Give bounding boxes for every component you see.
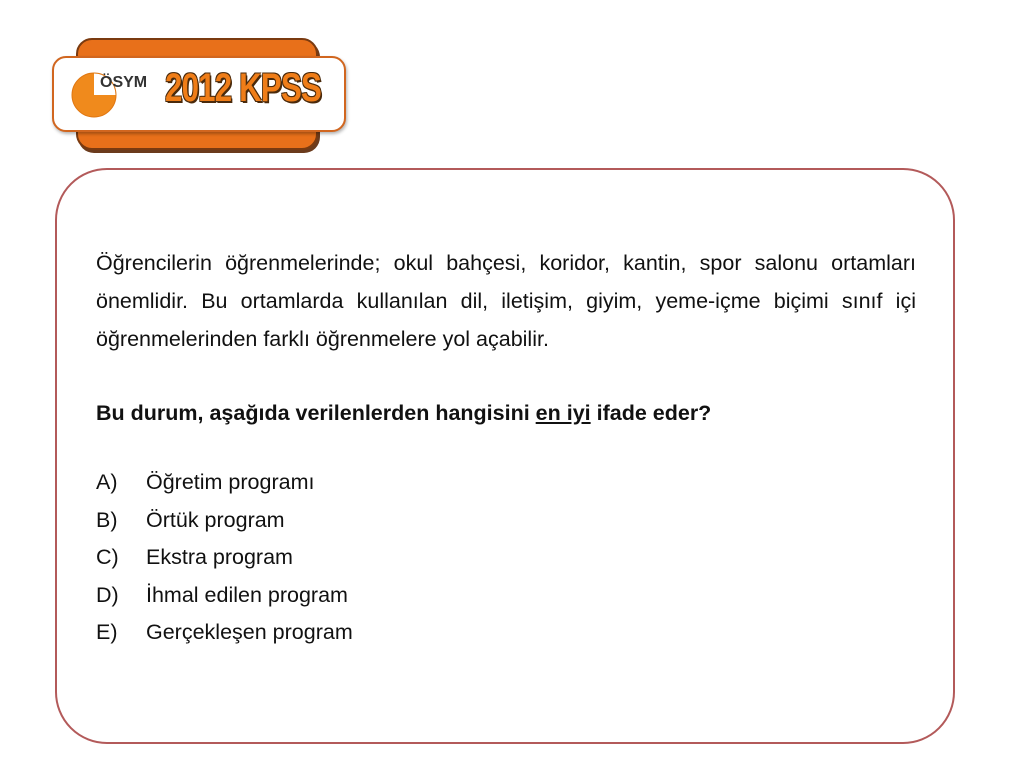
option-letter: C) <box>96 545 119 569</box>
option-b <box>96 508 696 546</box>
question-prompt <box>96 397 916 429</box>
prompt-text-end: ifade eder? <box>590 401 712 425</box>
option-text: İhmal edilen program <box>146 582 348 607</box>
option-letter: B) <box>96 507 118 532</box>
option-text: Örtük program <box>146 507 285 532</box>
option-a <box>96 470 696 508</box>
option-c <box>96 545 696 583</box>
prompt-emphasis: en iyi <box>535 401 591 425</box>
exam-title: 2012 KPSS <box>165 66 322 110</box>
answer-options <box>96 470 696 658</box>
option-d <box>96 583 696 621</box>
option-letter: E) <box>96 620 118 644</box>
option-text: Öğretim programı <box>146 470 315 494</box>
prompt-text: Bu durum, aşağıda verilenlerden hangisini <box>96 401 536 425</box>
option-text: Ekstra program <box>146 545 293 569</box>
question-body: Öğrencilerin öğrenmelerinde; okul bahçesi, koridor, kantin, spor salonu ortamları önemlidir. Bu ortamlarda kullanılan dil, iletişim, giyim, yeme-içme biçimi sınıf içi öğrenmelerinden farklı öğrenmelere yol açabilir. <box>96 251 916 351</box>
osym-logo-text: ÖSYM <box>100 74 148 91</box>
option-e <box>96 620 696 658</box>
option-letter: A) <box>96 470 118 494</box>
option-letter: D) <box>96 582 119 607</box>
option-text: Gerçekleşen program <box>146 620 353 644</box>
